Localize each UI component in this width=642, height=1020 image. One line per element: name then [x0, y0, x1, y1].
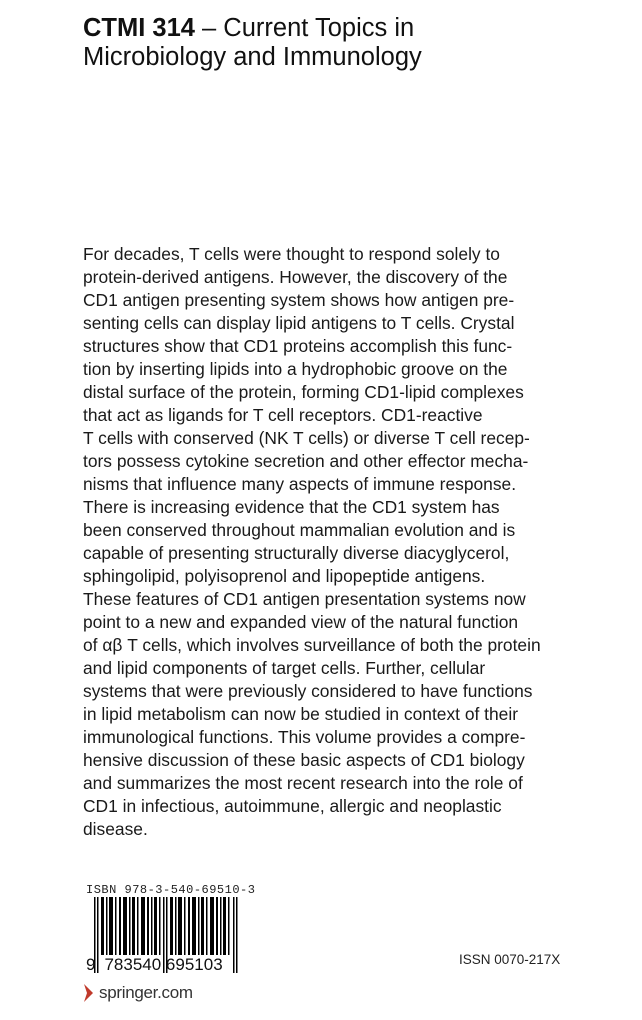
chevron-right-icon — [83, 983, 95, 1003]
blurb-line: capable of presenting structurally diverse diacyglycerol, — [83, 543, 510, 563]
publisher-url[interactable]: springer.com — [99, 983, 193, 1002]
title-line1: – Current Topics in — [194, 14, 415, 42]
series-code: CTMI 314 — [83, 14, 195, 42]
blurb-line: and lipid components of target cells. Further, cellular — [83, 658, 486, 678]
book-series-title — [83, 14, 603, 72]
blurb-line: structures show that CD1 proteins accomplish this func- — [83, 336, 513, 356]
blurb-line: systems that were previously considered to have functions — [83, 681, 533, 701]
blurb-line: disease. — [83, 819, 148, 839]
blurb-line: senting cells can display lipid antigens to T cells. Crystal — [83, 313, 515, 333]
blurb-line: CD1 antigen presenting system shows how antigen pre- — [83, 290, 515, 310]
blurb-line: T cells with conserved (NK T cells) or diverse T cell recep- — [83, 428, 530, 448]
blurb-line: hensive discussion of these basic aspects of CD1 biology — [83, 750, 525, 770]
blurb-line: For decades, T cells were thought to respond solely to — [83, 244, 500, 264]
ean-number — [86, 955, 223, 975]
blurb-line: sphingolipid, polyisoprenol and lipopeptide antigens. — [83, 566, 486, 586]
blurb-line: protein-derived antigens. However, the discovery of the — [83, 267, 508, 287]
blurb-line: tors possess cytokine secretion and other effector mecha- — [83, 451, 529, 471]
ean-digits-rest: 783540 695103 — [104, 955, 223, 974]
blurb-line: been conserved throughout mammalian evolution and is — [83, 520, 516, 540]
blurb-line: in lipid metabolism can now be studied in context of their — [83, 704, 519, 724]
blurb-line: of αβ T cells, which involves surveillance of both the protein — [83, 635, 541, 655]
blurb-line: nisms that influence many aspects of immune response. — [83, 474, 517, 494]
blurb-line: These features of CD1 antigen presentation systems now — [83, 589, 526, 609]
blurb-line: There is increasing evidence that the CD1 system has — [83, 497, 500, 517]
blurb-line: and summarizes the most recent research into the role of — [83, 773, 523, 793]
publisher-link[interactable] — [83, 983, 193, 1003]
title-line2: Microbiology and Immunology — [83, 43, 422, 71]
back-cover-blurb — [83, 243, 583, 841]
blurb-line: tion by inserting lipids into a hydrophobic groove on the — [83, 359, 508, 379]
isbn-label: ISBN 978-3-540-69510-3 — [86, 883, 256, 897]
blurb-line: that act as ligands for T cell receptors. CD1-reactive — [83, 405, 483, 425]
blurb-line: CD1 in infectious, autoimmune, allergic and neoplastic — [83, 796, 502, 816]
ean-lead-digit: 9 — [86, 955, 96, 974]
issn-label: ISSN 0070-217X — [459, 952, 561, 967]
blurb-line: distal surface of the protein, forming CD1-lipid complexes — [83, 382, 524, 402]
blurb-line: point to a new and expanded view of the natural function — [83, 612, 519, 632]
blurb-line: immunological functions. This volume provides a compre- — [83, 727, 526, 747]
